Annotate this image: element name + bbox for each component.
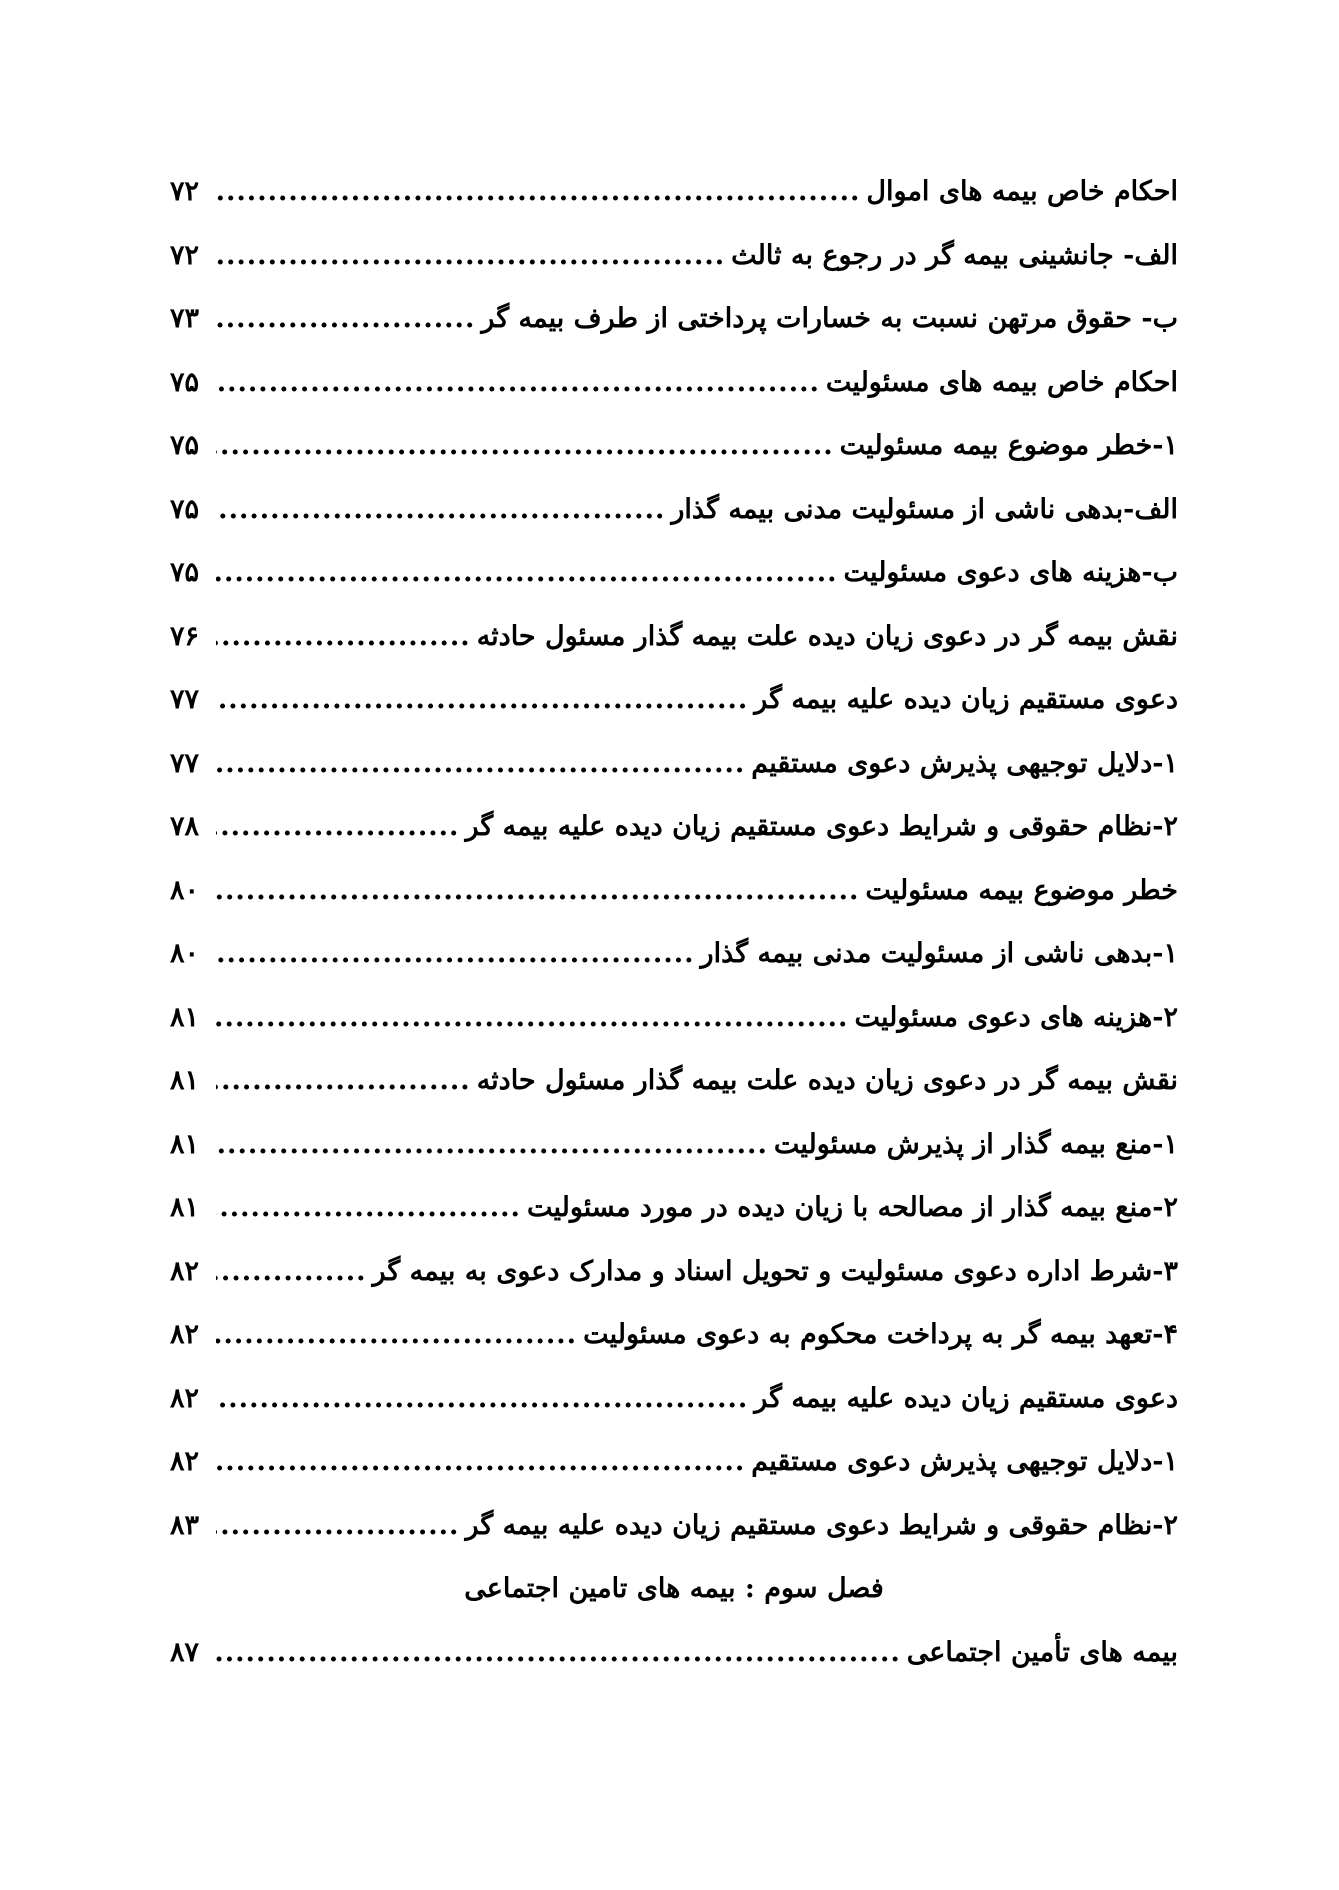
toc-entry-page: ۷۵ [170, 430, 200, 462]
toc-leader-dots [216, 1192, 521, 1223]
toc-entry [170, 414, 1178, 478]
toc-entry-page: ۷۷ [170, 684, 200, 716]
toc-entry-page: ۸۲ [170, 1446, 200, 1478]
toc-leader-dots [216, 367, 820, 398]
toc-entry [170, 287, 1178, 351]
toc-entry-page: ۸۱ [170, 1001, 200, 1033]
toc-leader-dots [216, 176, 860, 207]
toc-entry-page: ۸۰ [170, 938, 200, 970]
toc-leader-dots [216, 684, 748, 715]
toc-entry-page: ۸۰ [170, 874, 200, 906]
toc-entry-title: ۲-منع بیمه گذار از مصالحه با زیان دیده در مورد مسئولیت [526, 1192, 1178, 1224]
toc-leader-dots [216, 1256, 367, 1287]
toc-entry [170, 1621, 1178, 1685]
toc-entry [170, 541, 1178, 605]
toc-leader-dots [216, 811, 459, 842]
toc-entry-title: ۲-هزینه های دعوی مسئولیت [854, 1001, 1178, 1033]
toc-entry-title: ۲-نظام حقوقی و شرایط دعوی مستقیم زیان دیده علیه بیمه گر [465, 1509, 1178, 1541]
toc-entry-page: ۸۷ [170, 1636, 200, 1668]
toc-leader-dots [216, 875, 859, 906]
toc-entry-title: الف-بدهی ناشی از مسئولیت مدنی بیمه گذار [671, 493, 1178, 525]
toc-entry [170, 478, 1178, 542]
toc-entry [170, 160, 1178, 224]
table-of-contents [170, 160, 1178, 1684]
toc-entry-title: ۱-منع بیمه گذار از پذیرش مسئولیت [773, 1128, 1178, 1160]
toc-entry [170, 1430, 1178, 1494]
toc-leader-dots [216, 1446, 745, 1477]
toc-leader-dots [216, 621, 471, 652]
toc-entry-page: ۸۱ [170, 1192, 200, 1224]
toc-entry-page: ۷۳ [170, 303, 200, 335]
toc-entry-title: ۳-شرط اداره دعوی مسئولیت و تحویل اسناد و مدارک دعوی به بیمه گر [372, 1255, 1178, 1287]
toc-entry-title: ۱-دلایل توجیهی پذیرش دعوی مستقیم [751, 747, 1178, 779]
toc-entry-title: نقش بیمه گر در دعوی زیان دیده علت بیمه گذار مسئول حادثه [476, 1065, 1178, 1097]
toc-entry [170, 224, 1178, 288]
toc-entry-title: ب- حقوق مرتهن نسبت به خسارات پرداختی از طرف بیمه گر [481, 303, 1178, 335]
toc-entry-page: ۸۲ [170, 1382, 200, 1414]
toc-entry [170, 605, 1178, 669]
toc-entry-page: ۷۲ [170, 176, 200, 208]
toc-entry [170, 795, 1178, 859]
toc-leader-dots [216, 1319, 577, 1350]
toc-entry-page: ۷۷ [170, 747, 200, 779]
toc-leader-dots [216, 430, 834, 461]
toc-entry-page: ۷۵ [170, 366, 200, 398]
toc-entry-page: ۸۲ [170, 1319, 200, 1351]
toc-entry-page: ۸۲ [170, 1255, 200, 1287]
toc-leader-dots [216, 240, 725, 271]
toc-entry [170, 1303, 1178, 1367]
toc-entry-page: ۷۶ [170, 620, 200, 652]
toc-leader-dots [216, 1637, 901, 1668]
toc-entry-title: ۱-خطر موضوع بیمه مسئولیت [839, 430, 1178, 462]
toc-entry [170, 668, 1178, 732]
toc-entry-title: دعوی مستقیم زیان دیده علیه بیمه گر [754, 684, 1178, 716]
toc-entry-title: ۱-بدهی ناشی از مسئولیت مدنی بیمه گذار [700, 938, 1178, 970]
toc-entry [170, 986, 1178, 1050]
toc-entry-title: ب-هزینه های دعوی مسئولیت [843, 557, 1178, 589]
toc-entry-title: نقش بیمه گر در دعوی زیان دیده علت بیمه گذار مسئول حادثه [476, 620, 1178, 652]
toc-leader-dots [216, 1065, 471, 1096]
toc-entry [170, 351, 1178, 415]
toc-entry-title: احکام خاص بیمه های اموال [866, 176, 1178, 208]
toc-entry-title: ۲-نظام حقوقی و شرایط دعوی مستقیم زیان دیده علیه بیمه گر [465, 811, 1178, 843]
toc-leader-dots [216, 557, 838, 588]
toc-entry [170, 859, 1178, 923]
toc-leader-dots [216, 1383, 748, 1414]
toc-leader-dots [216, 1510, 459, 1541]
toc-entry-page: ۸۱ [170, 1065, 200, 1097]
toc-entry-page: ۷۵ [170, 493, 200, 525]
toc-entry [170, 1176, 1178, 1240]
toc-entry [170, 1049, 1178, 1113]
chapter-heading: فصل سوم : بیمه های تامین اجتماعی [464, 1573, 884, 1605]
toc-entry-title: خطر موضوع بیمه مسئولیت [865, 874, 1178, 906]
toc-entry-title: بیمه های تأمین اجتماعی [906, 1636, 1178, 1668]
toc-entry-title: دعوی مستقیم زیان دیده علیه بیمه گر [754, 1382, 1178, 1414]
toc-entry-page: ۷۲ [170, 239, 200, 271]
toc-entry [170, 1494, 1178, 1558]
toc-entry-page: ۸۱ [170, 1128, 200, 1160]
toc-leader-dots [216, 938, 695, 969]
toc-entry-title: ۱-دلایل توجیهی پذیرش دعوی مستقیم [751, 1446, 1178, 1478]
toc-entry-page: ۸۳ [170, 1509, 200, 1541]
toc-entry [170, 1113, 1178, 1177]
toc-leader-dots [216, 1002, 848, 1033]
toc-entry [170, 732, 1178, 796]
toc-entry [170, 922, 1178, 986]
toc-leader-dots [216, 1129, 768, 1160]
toc-entry [170, 1240, 1178, 1304]
toc-entry-page: ۷۸ [170, 811, 200, 843]
toc-entry-title: ۴-تعهد بیمه گر به پرداخت محکوم به دعوی مسئولیت [583, 1319, 1178, 1351]
toc-leader-dots [216, 748, 745, 779]
toc-entry [170, 1367, 1178, 1431]
toc-entry-page: ۷۵ [170, 557, 200, 589]
toc-entry-title: احکام خاص بیمه های مسئولیت [825, 366, 1178, 398]
toc-leader-dots [216, 494, 665, 525]
toc-leader-dots [216, 303, 475, 334]
toc-entry-title: الف- جانشینی بیمه گر در رجوع به ثالث [731, 239, 1178, 271]
